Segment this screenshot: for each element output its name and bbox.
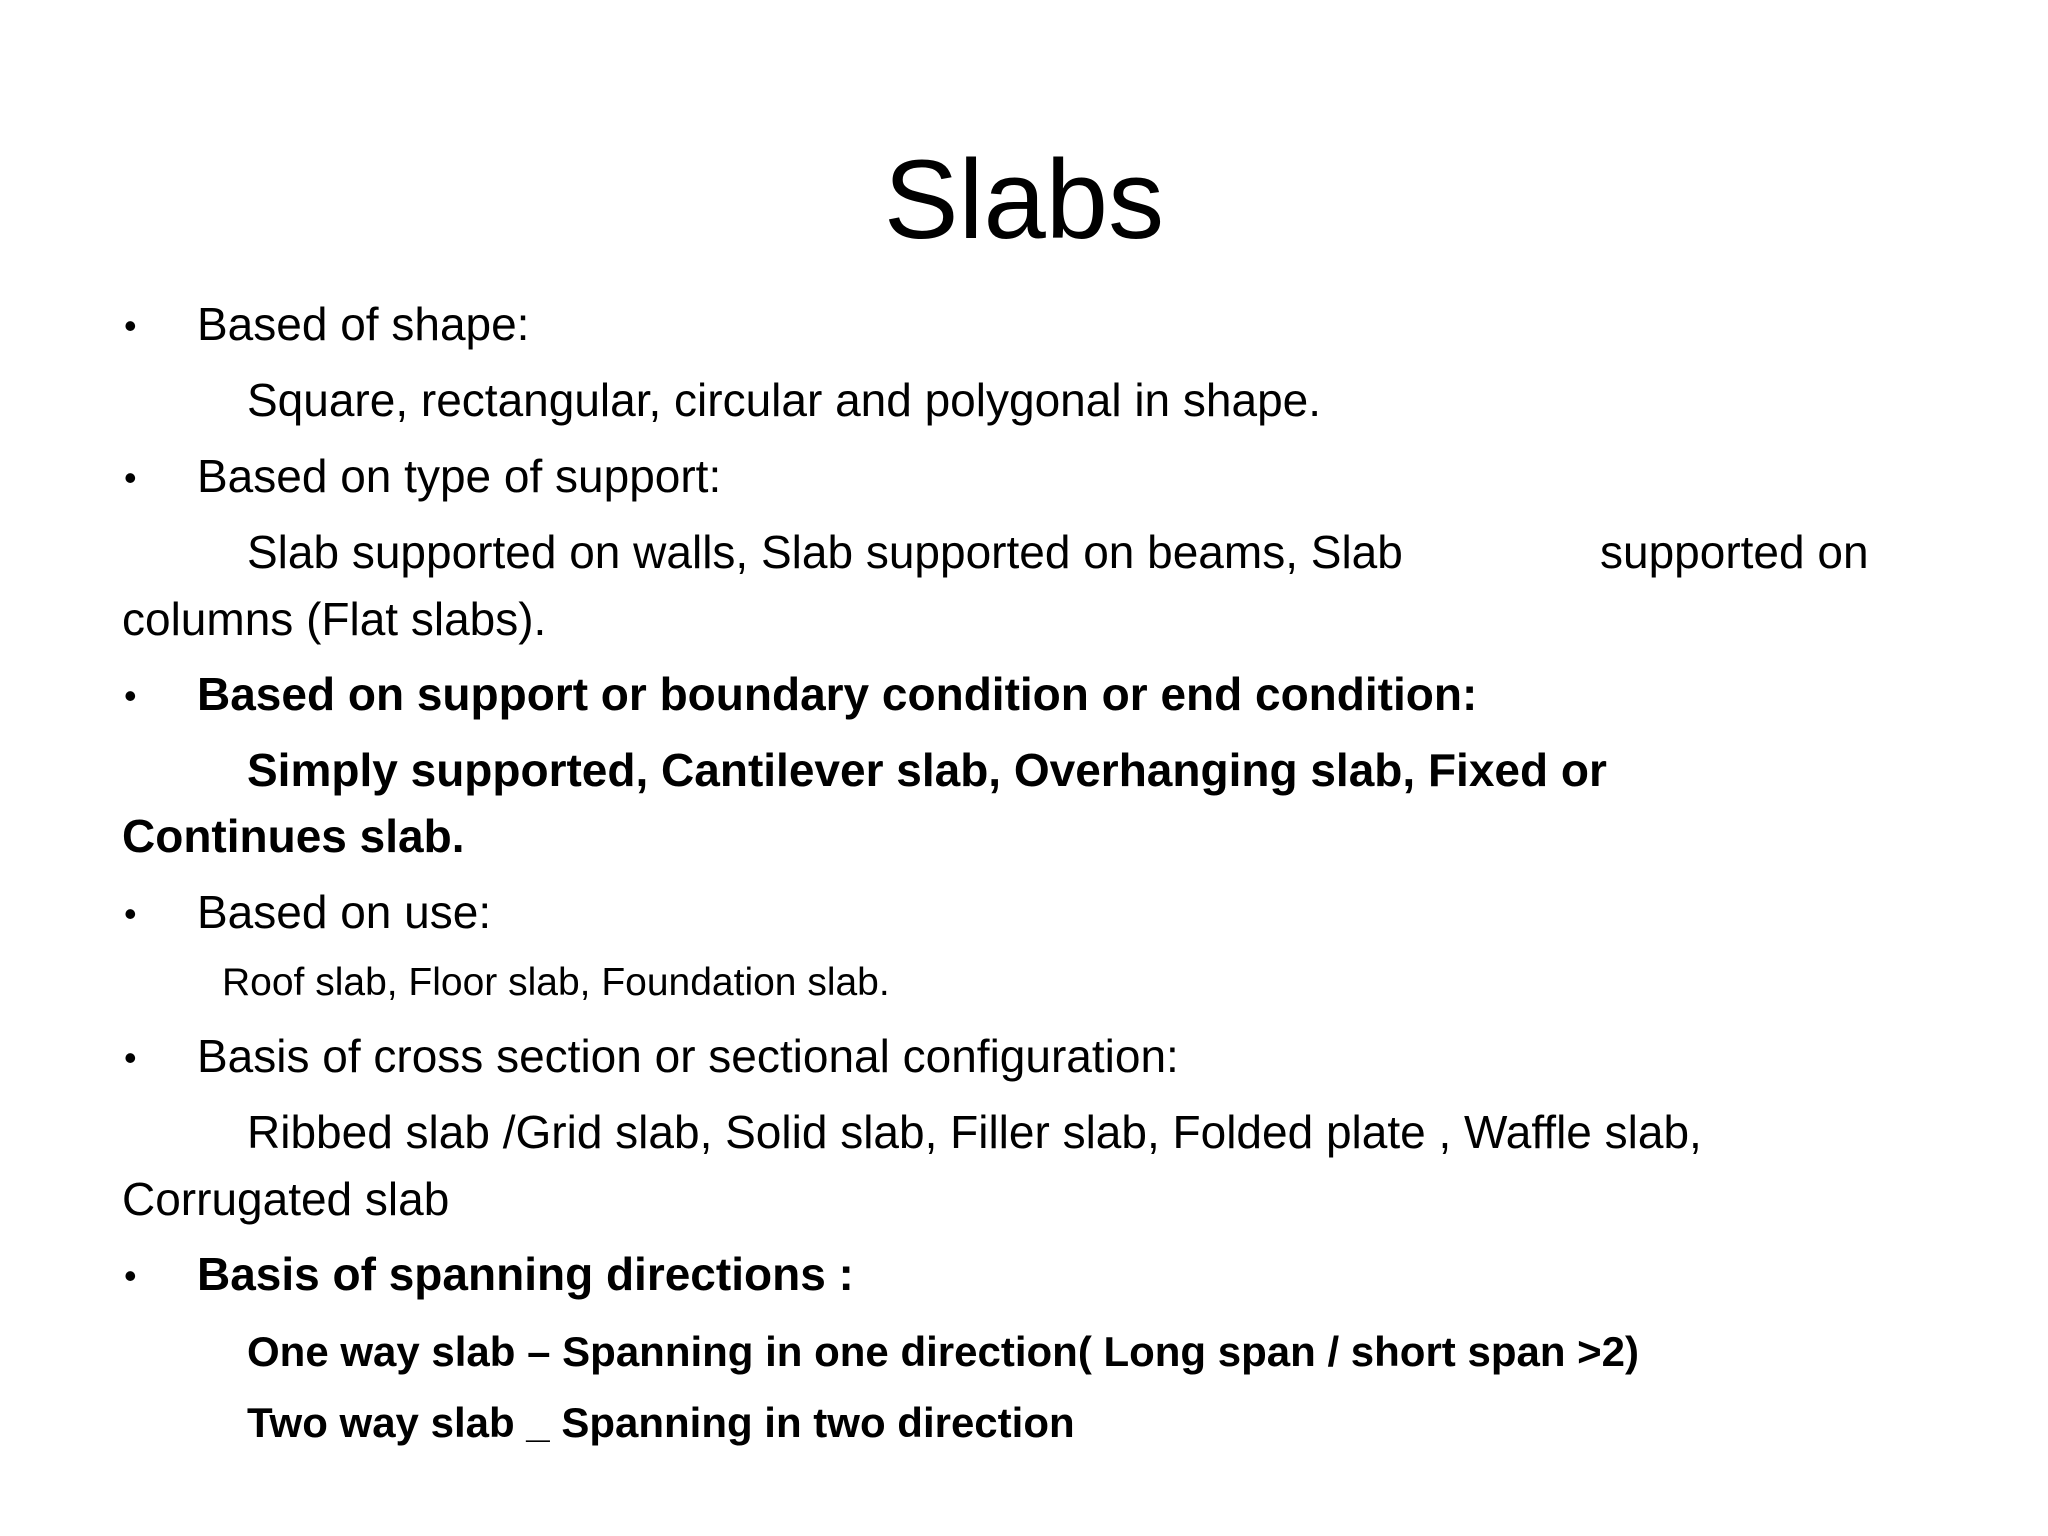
section-text-support-type-wrap: columns (Flat slabs). <box>122 593 547 645</box>
section-text-boundary-wrap: Continues slab. <box>122 810 465 862</box>
bullet-icon: • <box>124 457 137 498</box>
section-text-support-type-tail: supported on <box>1600 526 1869 578</box>
section-text-shape: Square, rectangular, circular and polygonal in shape. <box>247 374 1322 426</box>
bullet-icon: • <box>124 305 137 346</box>
section-heading-shape: Based of shape: <box>197 298 530 350</box>
bullet-icon: • <box>124 1037 137 1078</box>
bullet-icon: • <box>124 675 137 716</box>
section-heading-spanning: Basis of spanning directions : <box>197 1248 854 1300</box>
section-heading-cross-section: Basis of cross section or sectional configuration: <box>197 1030 1179 1082</box>
slide-title: Slabs <box>883 137 1165 262</box>
section-text-use: Roof slab, Floor slab, Foundation slab. <box>222 961 890 1004</box>
section-text-cross-section: Ribbed slab /Grid slab, Solid slab, Filler slab, Folded plate , Waffle slab, <box>247 1106 1702 1158</box>
section-heading-boundary: Based on support or boundary condition or end condition: <box>197 668 1478 720</box>
section-heading-use: Based on use: <box>197 886 492 938</box>
section-heading-support-type: Based on type of support: <box>197 450 722 502</box>
section-text-one-way: One way slab – Spanning in one direction( Long span / short span >2) <box>247 1328 1640 1375</box>
section-text-cross-section-wrap: Corrugated slab <box>122 1173 450 1225</box>
section-text-two-way: Two way slab _ Spanning in two direction <box>247 1399 1075 1446</box>
section-text-support-type: Slab supported on walls, Slab supported on beams, Slab <box>247 526 1403 578</box>
bullet-icon: • <box>124 1255 137 1296</box>
section-text-boundary: Simply supported, Cantilever slab, Overhanging slab, Fixed or <box>247 744 1607 796</box>
bullet-icon: • <box>124 893 137 934</box>
